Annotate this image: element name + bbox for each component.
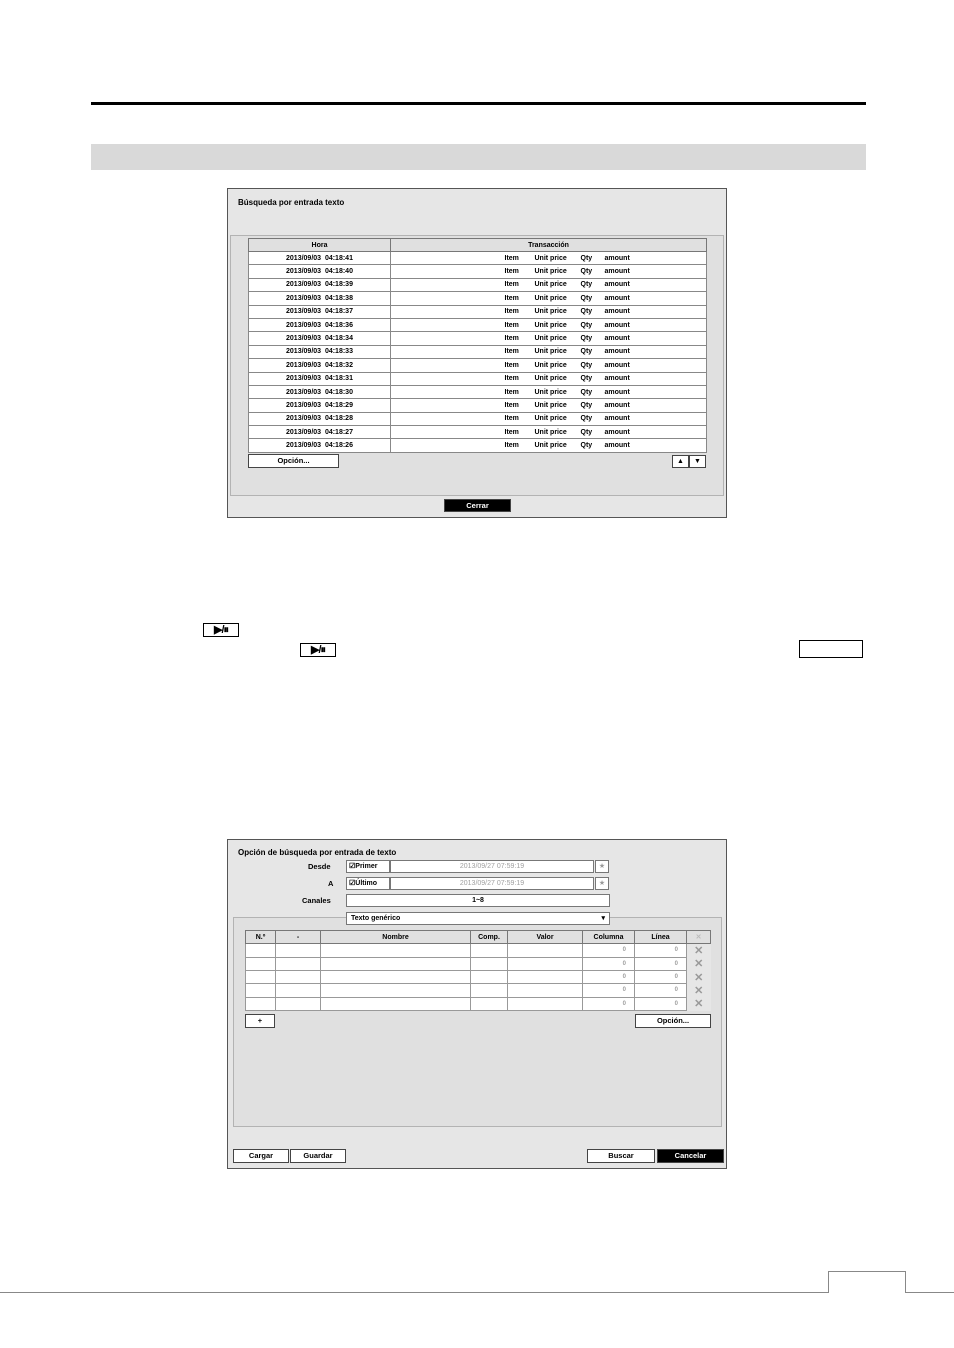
transaction-field: Qty [580, 321, 593, 329]
scroll-up-button[interactable] [672, 455, 689, 468]
row-transaction [391, 265, 707, 278]
row-time: 2013/09/03 04:18:31 [249, 372, 391, 385]
from-calendar-button[interactable] [595, 860, 609, 873]
triangle-up-icon: ▲ [677, 458, 684, 465]
condition-row[interactable] [246, 944, 711, 958]
column-header-time[interactable]: Hora [249, 239, 391, 252]
cell-operator[interactable] [276, 957, 321, 970]
text-type-dropdown[interactable]: Texto genérico ▾ [346, 912, 610, 925]
column-header-name: Nombre [321, 931, 471, 944]
row-transaction [391, 332, 707, 345]
cell-operator[interactable] [276, 970, 321, 983]
save-button[interactable]: Guardar [290, 1149, 346, 1163]
delete-all-header [687, 931, 711, 944]
row-transaction [391, 412, 707, 425]
transaction-field: Item [504, 335, 519, 343]
transaction-field: Qty [580, 375, 593, 383]
header-rule [91, 102, 866, 105]
from-label: Desde [308, 862, 331, 871]
row-transaction [391, 345, 707, 358]
table-row[interactable] [249, 412, 707, 425]
condition-row[interactable] [246, 970, 711, 983]
cell-value[interactable] [508, 957, 583, 970]
from-datetime-field[interactable]: 2013/09/27 07:59:19 [390, 860, 594, 873]
transaction-field: amount [604, 268, 630, 276]
column-header-compare: Comp. [471, 931, 508, 944]
transaction-field: Qty [580, 401, 593, 409]
delete-row-button[interactable] [687, 944, 711, 958]
row-time: 2013/09/03 04:18:28 [249, 412, 391, 425]
transaction-field: Item [504, 254, 519, 262]
table-row[interactable] [249, 345, 707, 358]
cell-value[interactable] [508, 984, 583, 997]
table-row[interactable] [249, 278, 707, 291]
column-header-number: N.º [246, 931, 276, 944]
condition-row[interactable] [246, 997, 711, 1010]
transaction-field: amount [604, 442, 630, 450]
transaction-field: amount [604, 348, 630, 356]
star-icon: ★ [598, 880, 606, 887]
cell-name[interactable] [321, 997, 471, 1010]
row-transaction [391, 385, 707, 398]
transaction-field: Qty [580, 428, 593, 436]
close-button[interactable]: Cerrar [444, 499, 511, 512]
cell-value[interactable] [508, 997, 583, 1010]
close-icon: ✕ [694, 945, 704, 957]
transaction-field: Unit price [534, 294, 567, 302]
table-row[interactable] [249, 439, 707, 452]
transaction-field: Unit price [534, 321, 567, 329]
row-time: 2013/09/03 04:18:40 [249, 265, 391, 278]
checkbox-checked-icon: ☑ [349, 863, 356, 870]
channels-field[interactable]: 1~8 [346, 894, 610, 907]
cell-number[interactable] [246, 984, 276, 997]
transaction-field: Item [504, 281, 519, 289]
cell-compare[interactable] [471, 957, 508, 970]
transaction-field: Item [504, 308, 519, 316]
close-icon: ✕ [694, 998, 704, 1011]
cell-compare[interactable] [471, 944, 508, 958]
section-header-bar [91, 144, 866, 170]
page-number-tab [828, 1271, 906, 1293]
triangle-down-icon: ▼ [694, 458, 701, 465]
cell-name[interactable] [321, 984, 471, 997]
transaction-field: Unit price [534, 281, 567, 289]
cell-number[interactable] [246, 957, 276, 970]
condition-row[interactable] [246, 957, 711, 970]
row-time: 2013/09/03 04:18:32 [249, 359, 391, 372]
transaction-field: Qty [580, 294, 593, 302]
transaction-field: Unit price [534, 388, 567, 396]
table-row[interactable] [249, 265, 707, 278]
transaction-field: Unit price [534, 361, 567, 369]
row-transaction [391, 399, 707, 412]
to-datetime-field[interactable]: 2013/09/27 07:59:19 [390, 877, 594, 890]
cell-line[interactable]: 0 [635, 944, 687, 958]
cell-operator[interactable] [276, 997, 321, 1010]
table-row[interactable] [249, 332, 707, 345]
close-icon: ✕ [694, 971, 704, 984]
row-time: 2013/09/03 04:18:39 [249, 278, 391, 291]
cell-operator[interactable] [276, 984, 321, 997]
transaction-field: Item [504, 401, 519, 409]
table-row[interactable] [249, 426, 707, 439]
row-transaction [391, 426, 707, 439]
cell-operator[interactable] [276, 944, 321, 958]
transaction-field: Item [504, 388, 519, 396]
table-row[interactable] [249, 292, 707, 305]
play-pause-icon: ▶/⏸ [203, 623, 239, 637]
transaction-field: Unit price [534, 442, 567, 450]
cell-compare[interactable] [471, 984, 508, 997]
cell-column[interactable]: 0 [583, 970, 635, 983]
dialog-title: Búsqueda por entrada texto [238, 198, 345, 207]
transaction-field: Item [504, 375, 519, 383]
transaction-field: Unit price [534, 401, 567, 409]
transaction-field: Unit price [534, 428, 567, 436]
cell-number[interactable] [246, 997, 276, 1010]
cell-number[interactable] [246, 944, 276, 958]
to-label: A [328, 879, 334, 888]
row-transaction [391, 278, 707, 291]
table-row[interactable] [249, 399, 707, 412]
table-row[interactable] [249, 318, 707, 331]
transaction-field: Qty [580, 281, 593, 289]
transaction-field: Item [504, 268, 519, 276]
table-row[interactable] [249, 305, 707, 318]
close-icon: ✕ [695, 934, 702, 941]
cell-line[interactable]: 0 [635, 984, 687, 997]
cell-line[interactable]: 0 [635, 957, 687, 970]
cell-column[interactable]: 0 [583, 997, 635, 1010]
column-header-line: Línea [635, 931, 687, 944]
channels-label: Canales [302, 896, 331, 905]
delete-row-button[interactable] [687, 984, 711, 997]
row-time: 2013/09/03 04:18:30 [249, 385, 391, 398]
dialog-title: Opción de búsqueda por entrada de texto [238, 848, 397, 857]
cell-name[interactable] [321, 944, 471, 958]
play-pause-icon: ▶/⏸ [300, 643, 336, 657]
cell-column[interactable]: 0 [583, 944, 635, 958]
transaction-field: Unit price [534, 254, 567, 262]
transaction-field: amount [604, 428, 630, 436]
cell-column[interactable]: 0 [583, 984, 635, 997]
row-time: 2013/09/03 04:18:29 [249, 399, 391, 412]
table-row[interactable] [249, 385, 707, 398]
cell-value[interactable] [508, 970, 583, 983]
cell-line[interactable]: 0 [635, 997, 687, 1010]
transaction-field: amount [604, 415, 630, 423]
cell-compare[interactable] [471, 997, 508, 1010]
cell-line[interactable]: 0 [635, 970, 687, 983]
transaction-field: Qty [580, 308, 593, 316]
transaction-field: Unit price [534, 308, 567, 316]
transaction-field: Qty [580, 388, 593, 396]
load-button[interactable]: Cargar [233, 1149, 289, 1163]
transaction-field: Qty [580, 361, 593, 369]
transaction-field: Qty [580, 415, 593, 423]
star-icon: ★ [598, 863, 606, 870]
button-outline-placeholder [799, 640, 863, 658]
checkbox-checked-icon: ☑ [349, 880, 356, 887]
row-transaction [391, 439, 707, 452]
cell-number[interactable] [246, 970, 276, 983]
transaction-field: Qty [580, 442, 593, 450]
to-last-checkbox[interactable]: ☑Último [346, 877, 390, 890]
cell-compare[interactable] [471, 970, 508, 983]
close-icon: ✕ [694, 984, 704, 997]
transaction-field: amount [604, 294, 630, 302]
close-icon: ✕ [694, 958, 704, 971]
transaction-field: Item [504, 361, 519, 369]
cell-value[interactable] [508, 944, 583, 958]
delete-row-button[interactable] [687, 970, 711, 983]
transaction-field: Item [504, 442, 519, 450]
to-calendar-button[interactable] [595, 877, 609, 890]
cell-name[interactable] [321, 957, 471, 970]
transaction-field: amount [604, 388, 630, 396]
row-transaction [391, 359, 707, 372]
column-header-column: Columna [583, 931, 635, 944]
transaction-field: amount [604, 254, 630, 262]
row-time: 2013/09/03 04:18:37 [249, 305, 391, 318]
table-row[interactable] [249, 372, 707, 385]
delete-row-button[interactable] [687, 997, 711, 1010]
transaction-field: amount [604, 308, 630, 316]
row-time: 2013/09/03 04:18:34 [249, 332, 391, 345]
transaction-field: Item [504, 348, 519, 356]
option-button[interactable]: Opción... [635, 1014, 711, 1028]
transaction-field: amount [604, 281, 630, 289]
transaction-field: amount [604, 375, 630, 383]
transaction-field: Unit price [534, 335, 567, 343]
transaction-field: Item [504, 415, 519, 423]
transaction-field: Unit price [534, 268, 567, 276]
table-row[interactable] [249, 359, 707, 372]
search-button[interactable]: Buscar [587, 1149, 655, 1163]
transaction-field: Qty [580, 335, 593, 343]
delete-row-button[interactable] [687, 957, 711, 970]
table-row[interactable] [249, 252, 707, 265]
row-transaction [391, 252, 707, 265]
from-first-checkbox[interactable]: ☑Primer [346, 860, 390, 873]
row-time: 2013/09/03 04:18:26 [249, 439, 391, 452]
cancel-button[interactable]: Cancelar [657, 1149, 724, 1163]
transaction-field: Unit price [534, 348, 567, 356]
condition-row[interactable] [246, 984, 711, 997]
text-search-dialog [227, 188, 727, 518]
transaction-field: amount [604, 361, 630, 369]
transaction-field: amount [604, 321, 630, 329]
transaction-field: amount [604, 401, 630, 409]
cell-column[interactable]: 0 [583, 957, 635, 970]
column-header-operator: - [276, 931, 321, 944]
transaction-field: Unit price [534, 415, 567, 423]
column-header-transaction[interactable]: Transacción [391, 239, 707, 252]
transaction-field: amount [604, 335, 630, 343]
row-transaction [391, 305, 707, 318]
row-transaction [391, 372, 707, 385]
transaction-field: Unit price [534, 375, 567, 383]
row-time: 2013/09/03 04:18:38 [249, 292, 391, 305]
row-time: 2013/09/03 04:18:36 [249, 318, 391, 331]
transaction-field: Qty [580, 254, 593, 262]
row-time: 2013/09/03 04:18:41 [249, 252, 391, 265]
transaction-field: Qty [580, 268, 593, 276]
chevron-down-icon: ▾ [601, 915, 605, 922]
text-search-option-dialog [227, 839, 727, 1169]
row-transaction [391, 292, 707, 305]
conditions-table [245, 930, 711, 1011]
option-button[interactable]: Opción... [248, 454, 339, 468]
scroll-down-button[interactable] [689, 455, 706, 468]
transaction-field: Item [504, 294, 519, 302]
cell-name[interactable] [321, 970, 471, 983]
column-header-value: Valor [508, 931, 583, 944]
row-time: 2013/09/03 04:18:33 [249, 345, 391, 358]
footer-rule [0, 1292, 954, 1293]
row-time: 2013/09/03 04:18:27 [249, 426, 391, 439]
row-transaction [391, 318, 707, 331]
transaction-field: Item [504, 428, 519, 436]
transaction-field: Item [504, 321, 519, 329]
results-table [248, 238, 707, 453]
transaction-field: Qty [580, 348, 593, 356]
add-condition-button[interactable]: + [245, 1014, 275, 1028]
